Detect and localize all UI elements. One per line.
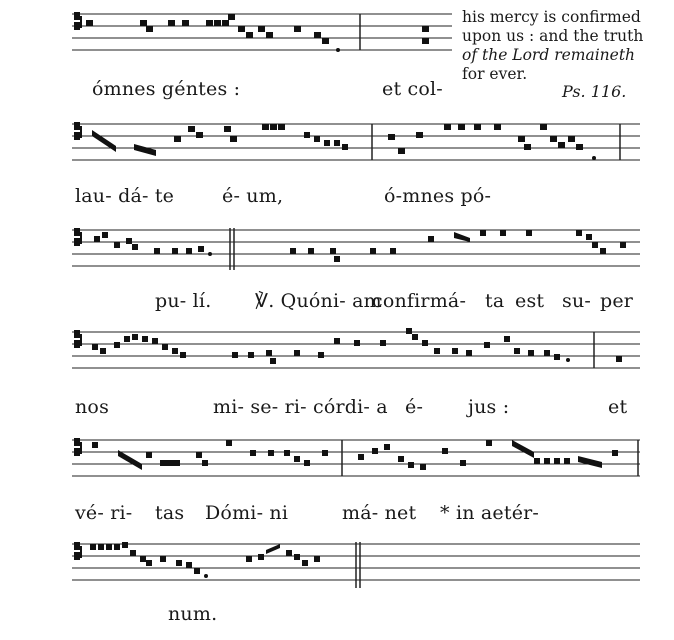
- chant-notation-4: [72, 328, 640, 380]
- translation-text: [462, 8, 643, 84]
- chant-notation-1: [72, 10, 452, 60]
- lyric-syllable: nos: [75, 396, 110, 418]
- lyric-syllable: jus :: [468, 396, 510, 418]
- music-staff-4: [72, 328, 640, 380]
- lyric-syllable: et: [608, 396, 628, 418]
- music-staff-3: [72, 224, 640, 276]
- lyric-syllable: ómnes géntes :: [92, 78, 241, 100]
- translation-line: upon us : and the truth: [462, 27, 644, 45]
- music-staff-1: [72, 10, 452, 60]
- translation-line: his mercy is confirmed: [462, 8, 641, 26]
- chant-notation-6: [72, 540, 640, 592]
- lyric-syllable: é-: [405, 396, 424, 418]
- lyric-syllable: mi- se- ri- córdi- a: [213, 396, 388, 418]
- lyric-syllable: ta: [485, 290, 505, 312]
- music-staff-2: [72, 118, 640, 170]
- translation-line: for ever.: [462, 65, 528, 83]
- lyric-syllable: Dómi- ni: [205, 502, 289, 524]
- lyric-syllable: tas: [155, 502, 185, 524]
- lyric-syllable: vé- ri-: [75, 502, 133, 524]
- lyric-syllable: * in aetér-: [440, 502, 540, 524]
- lyric-syllable: pu- lí.: [155, 290, 212, 312]
- music-staff-5: [72, 436, 640, 486]
- lyric-syllable: ℣. Quóni- am: [255, 290, 382, 312]
- lyric-syllable: et col-: [382, 78, 443, 100]
- lyric-syllable: est: [515, 290, 545, 312]
- translation-line: of the Lord remaineth: [462, 46, 636, 64]
- lyric-syllable: é- um,: [222, 185, 284, 207]
- chant-notation-3: [72, 224, 640, 276]
- lyric-syllable: lau- dá- te: [75, 185, 175, 207]
- lyric-syllable: per: [600, 290, 634, 312]
- lyric-syllable: má- net: [342, 502, 417, 524]
- lyric-syllable: ó-mnes pó-: [384, 185, 492, 207]
- lyric-syllable: num.: [168, 603, 218, 625]
- chant-notation-5: [72, 436, 640, 486]
- psalm-reference: Ps. 116.: [562, 82, 627, 101]
- chant-notation-2: [72, 118, 640, 170]
- lyric-syllable: confirmá-: [372, 290, 467, 312]
- music-staff-6: [72, 540, 640, 592]
- lyric-syllable: su-: [562, 290, 592, 312]
